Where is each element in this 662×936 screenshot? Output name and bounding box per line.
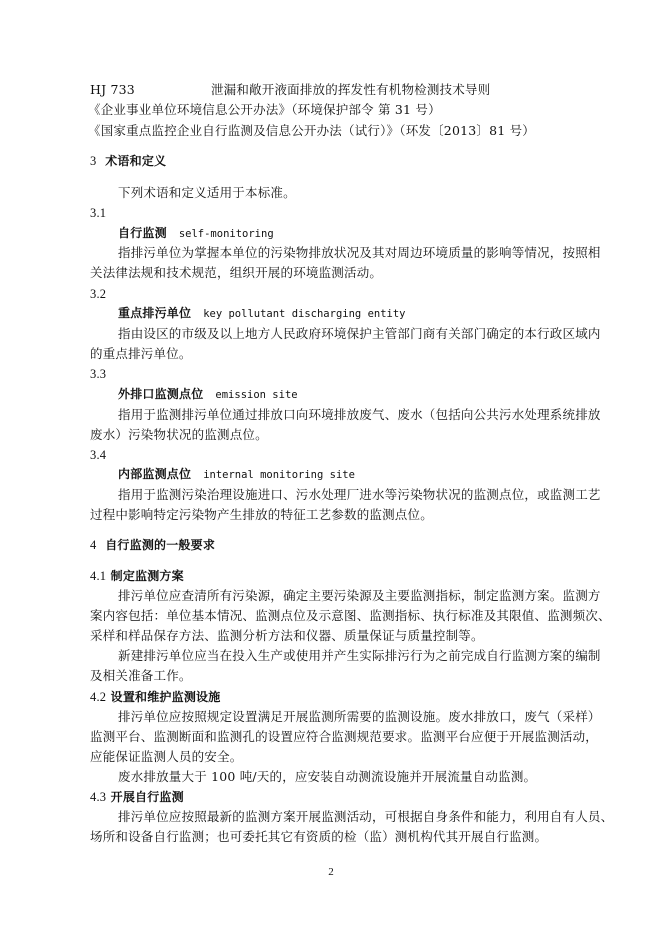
section-heading-4: 4 自行监测的一般要求 <box>90 538 216 552</box>
term-heading: 自行监测 self-monitoring <box>118 226 274 240</box>
term-number: 3.2 <box>90 287 107 301</box>
term-definition: 关法律法规和技术规范，组织开展的环境监测活动。 <box>90 265 383 280</box>
term-heading: 内部监测点位 internal monitoring site <box>118 467 355 481</box>
term-definition: 指由设区的市级及以上地方人民政府环境保护主管部门商有关部门确定的本行政区域内 <box>118 326 601 341</box>
paragraph-line: 排污单位应查清所有污染源，确定主要污染源及主要监测指标，制定监测方案。监测方 <box>118 588 601 603</box>
term-heading: 重点排污单位 key pollutant discharging entity <box>118 306 406 320</box>
subsection-heading-4-1: 4.1 制定监测方案 <box>90 569 184 583</box>
term-definition: 指用于监测污染治理设施进口、污水处理厂进水等污染物状况的监测点位，或监测工艺 <box>118 487 601 502</box>
section-heading-3: 3 术语和定义 <box>90 154 167 168</box>
paragraph-line: 采样和样品保存方法、监测分析方法和仪器、质量保证与质量控制等。 <box>90 628 484 643</box>
term-number: 3.3 <box>90 367 107 381</box>
paragraph-line: 及相关准备工作。 <box>90 668 192 683</box>
term-definition: 过程中影响特定污染物产生排放的特征工艺参数的监测点位。 <box>90 507 433 522</box>
paragraph-line: 案内容包括：单位基本情况、监测点位及示意图、监测指标、执行标准及其限值、监测频次、 <box>90 608 611 623</box>
paragraph-line: 新建排污单位应当在投入生产或使用并产生实际排污行为之前完成自行监测方案的编制 <box>118 648 601 663</box>
paragraph-line: 应能保证监测人员的安全。 <box>90 749 243 764</box>
reference-line: 《企业事业单位环境信息公开办法》（环境保护部令 第 31 号） <box>88 102 441 117</box>
paragraph-line: 场所和设备自行监测；也可委托其它有资质的检（监）测机构代其开展自行监测。 <box>90 829 548 844</box>
page-number: 2 <box>328 866 334 878</box>
reference-title: 泄漏和敞开液面排放的挥发性有机物检测技术导则 <box>210 82 491 97</box>
subsection-heading-4-3: 4.3 开展自行监测 <box>90 790 184 804</box>
term-definition: 废水）污染物状况的监测点位。 <box>90 427 268 442</box>
paragraph-line: 监测平台、监测断面和监测孔的设置应符合监测规范要求。监测平台应便于开展监测活动， <box>90 729 599 744</box>
term-definition: 指排污单位为掌握本单位的污染物排放状况及其对周边环境质量的影响等情况，按照相 <box>118 245 601 260</box>
reference-code: HJ 733 <box>90 82 135 97</box>
term-definition: 指用于监测排污单位通过排放口向环境排放废气、废水（包括向公共污水处理系统排放 <box>118 407 601 422</box>
term-definition: 的重点排污单位。 <box>90 346 192 361</box>
reference-line: 《国家重点监控企业自行监测及信息公开办法（试行）》（环发〔2013〕81 号） <box>88 123 535 138</box>
subsection-heading-4-2: 4.2 设置和维护监测设施 <box>90 690 221 704</box>
term-heading: 外排口监测点位 emission site <box>118 387 298 401</box>
section-intro: 下列术语和定义适用于本标准。 <box>118 185 296 200</box>
paragraph-line: 废水排放量大于 100 吨/天的，应安装自动测流设施并开展流量自动监测。 <box>118 769 537 784</box>
term-number: 3.4 <box>90 448 107 462</box>
paragraph-line: 排污单位应按照规定设置满足开展监测所需要的监测设施。废水排放口，废气（采样） <box>118 709 601 724</box>
reference-hj733 <box>90 82 490 98</box>
paragraph-line: 排污单位应按照最新的监测方案开展监测活动，可根据自身条件和能力，利用自有人员、 <box>118 809 614 824</box>
term-number: 3.1 <box>90 206 107 220</box>
